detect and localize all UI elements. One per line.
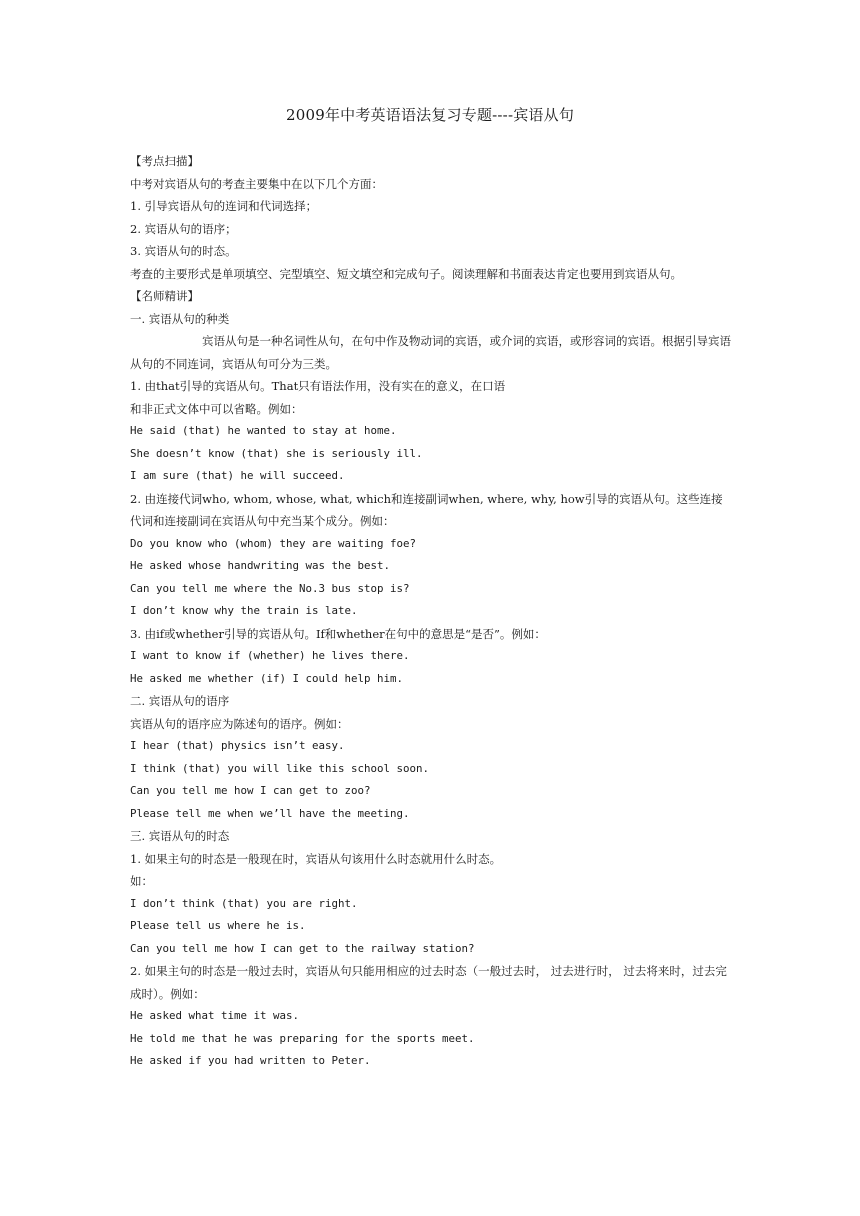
- paragraph: 如：: [130, 874, 153, 888]
- list-item: 1. 引导宾语从句的连词和代词选择；: [130, 199, 318, 213]
- example-sentence: I hear (that) physics isn’t easy.: [130, 739, 345, 752]
- paragraph: 宾语从句是一种名词性从句，在句中作及物动词的宾语，或介词的宾语，或形容词的宾语。根据引导宾语从句的不同连词，宾语从句可分为三类。: [130, 334, 731, 371]
- section-heading: 【名师精讲】: [130, 289, 199, 303]
- example-sentence: He asked what time it was.: [130, 1009, 300, 1022]
- list-item: 3. 宾语从句的时态。: [130, 244, 237, 258]
- example-sentence: She doesn’t know (that) she is seriously ill.: [130, 446, 423, 460]
- list-item: 1. 由that引导的宾语从句。That只有语法作用，没有实在的意义，在口语: [130, 379, 506, 393]
- example-sentence: I don’t know why the train is late.: [130, 604, 358, 617]
- example-sentence: Please tell us where he is.: [130, 919, 306, 932]
- paragraph: 和非正式文体中可以省略。例如：: [130, 401, 303, 416]
- example-sentence: I am sure (that) he will succeed.: [130, 469, 345, 482]
- document-title: 2009年中考英语语法复习专题----宾语从句: [285, 106, 575, 124]
- example-sentence: Can you tell me how I can get to the railway station?: [130, 941, 475, 955]
- subsection-heading: 三. 宾语从句的时态: [130, 829, 230, 843]
- paragraph: 宾语从句的语序应为陈述句的语序。例如：: [130, 716, 349, 731]
- subsection-heading: 一. 宾语从句的种类: [130, 311, 230, 326]
- example-sentence: He asked whose handwriting was the best.: [130, 559, 391, 572]
- list-item: 1. 如果主句的时态是一般现在时，宾语从句该用什么时态就用什么时态。: [130, 851, 502, 866]
- example-sentence: Do you know who (whom) they are waiting foe?: [130, 536, 417, 550]
- list-item: 2. 由连接代词who, whom, whose, what, which和连接副词when, where, why, how引导的宾语从句。这些连接代词和连接副词在宾语从句中充当某个成分。例如：: [130, 491, 723, 528]
- list-item: 3. 由if或whether引导的宾语从句。If和whether在句中的意思是“是否”。例如：: [130, 626, 546, 641]
- example-sentence: He told me that he was preparing for the sports meet.: [130, 1031, 475, 1045]
- paragraph: 考查的主要形式是单项填空、完型填空、短文填空和完成句子。阅读理解和书面表达肯定也要用到宾语从句。: [130, 266, 682, 281]
- paragraph: 中考对宾语从句的考查主要集中在以下几个方面：: [130, 176, 383, 191]
- subsection-heading: 二. 宾语从句的语序: [130, 694, 230, 708]
- example-sentence: I want to know if (whether) he lives there.: [130, 649, 410, 662]
- example-sentence: Can you tell me how I can get to zoo?: [130, 784, 371, 797]
- example-sentence: I don’t think (that) you are right.: [130, 896, 358, 910]
- example-sentence: I think (that) you will like this school soon.: [130, 761, 430, 775]
- example-sentence: He said (that) he wanted to stay at home.: [130, 424, 397, 437]
- section-heading: 【考点扫描】: [130, 154, 199, 168]
- document-body: [130, 150, 734, 1073]
- example-sentence: Can you tell me where the No.3 bus stop is?: [130, 581, 410, 595]
- example-sentence: Please tell me when we’ll have the meeting.: [130, 806, 410, 820]
- list-item: 2. 如果主句的时态是一般过去时，宾语从句只能用相应的过去时态（一般过去时， 过去进行时， 过去将来时，过去完成时）。例如：: [130, 964, 727, 1001]
- list-item: 2. 宾语从句的语序；: [130, 221, 237, 236]
- example-sentence: He asked if you had written to Peter.: [130, 1054, 371, 1067]
- example-sentence: He asked me whether (if) I could help him.: [130, 671, 404, 685]
